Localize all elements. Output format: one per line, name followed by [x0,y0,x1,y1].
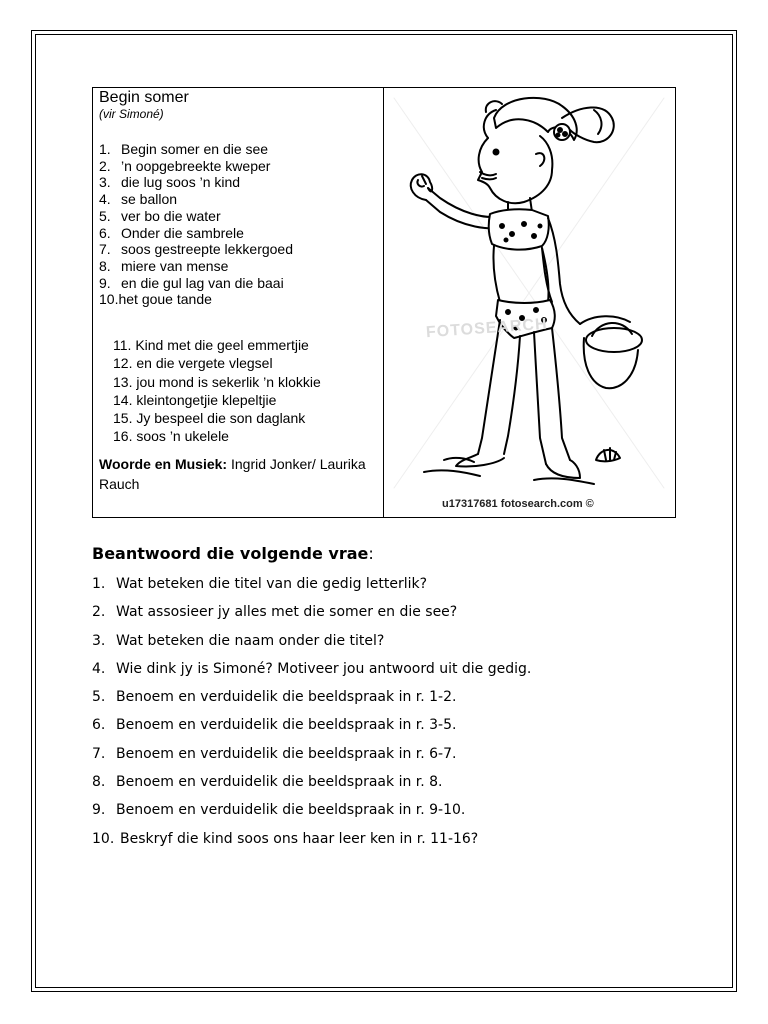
poem-line [99,191,293,208]
poem-line-number: 10. [99,291,119,308]
image-caption: u17317681 fotosearch.com © [442,498,594,510]
poem-line: 16. soos ’n ukelele [113,428,229,445]
question-number: 4. [92,660,106,677]
question-item [92,716,531,744]
question-item [92,632,531,660]
poem-line: 11. Kind met die geel emmertjie [113,337,309,353]
question-text: Benoem en verduidelik die beeldspraak in r. 9-10. [116,802,466,819]
question-item [92,773,531,801]
image-watermark: FOTOSEARCH [425,315,549,342]
question-text: Benoem en verduidelik die beeldspraak in r. 1-2. [116,689,457,706]
poem-line [99,241,293,258]
question-number: 9. [92,802,106,819]
question-item [92,575,531,603]
question-number: 8. [92,774,106,791]
poem-line-text: Onder die sambrele [121,224,244,241]
poem-line [99,275,293,292]
poem-line-number: 1. [99,141,111,157]
poem-line-text: soos gestreepte lekkergoed [121,241,293,258]
question-text: Wat beteken die titel van die gedig letterlik? [116,576,428,592]
question-number: 5. [92,689,106,706]
poem-line-text: het goue tande [118,291,212,308]
poem-line: 12. en die vergete vlegsel [113,355,273,372]
poem-line: 13. jou mond is sekerlik ’n klokkie [113,373,321,390]
poem-line-text: se ballon [121,191,178,208]
poem-line-text: Begin somer en die see [121,141,269,157]
poem-line-number: 5. [99,207,111,224]
question-item [92,801,531,829]
question-number: 1. [92,576,106,592]
questions-heading [92,544,374,563]
poem-line [99,141,293,158]
poem-credits [99,454,369,494]
girl-with-bucket-illustration [384,88,675,517]
poem-table [92,87,676,518]
question-text: Wie dink jy is Simoné? Motiveer jou antwoord uit die gedig. [116,660,532,677]
poem-line-number: 6. [99,224,111,241]
credits-value: Ingrid Jonker/ Laurika Rauch [99,456,366,492]
question-text: Benoem en verduidelik die beeldspraak in r. 3-5. [116,717,457,734]
questions-heading-text: Beantwoord die volgende vrae [92,544,369,563]
question-text: Wat assosieer jy alles met die somer en die see? [116,604,458,621]
poem-lines-part1 [99,141,293,308]
poem-line-number: 2. [99,157,111,174]
question-text: Wat beteken die naam onder die titel? [116,632,385,649]
poem-cell [93,88,384,517]
questions-heading-colon: : [368,544,374,563]
poem-line-number: 9. [99,274,111,291]
question-item [92,745,531,773]
credits-label: Woorde en Musiek: [99,456,228,472]
question-text: Benoem en verduidelik die beeldspraak in r. 6-7. [116,745,457,762]
question-number: 10. [92,830,115,847]
poem-line: 14. kleintongetjie klepeltjie [113,391,277,408]
question-number: 2. [92,604,106,621]
question-text: Beskryf die kind soos ons haar leer ken in r. 11-16? [120,830,479,847]
illustration-cell [384,88,675,517]
poem-dedication: (vir Simoné) [99,107,164,121]
poem-line [99,158,293,175]
poem-line [99,258,293,275]
poem-line-number: 4. [99,191,111,208]
poem-line-text: ver bo die water [121,207,221,224]
poem-line [99,225,293,242]
question-number: 3. [92,632,106,649]
poem-line-number: 3. [99,174,111,191]
poem-line-number: 7. [99,241,111,258]
poem-line [99,174,293,191]
poem-line-text: die lug soos ’n kind [121,174,241,191]
poem-line-text: en die gul lag van die baai [121,274,284,291]
poem-lines-part2 [113,336,321,446]
question-item [92,830,531,858]
poem-line-text: ’n oopgebreekte kweper [121,157,271,174]
question-item [92,688,531,716]
poem-line-number: 8. [99,257,111,274]
poem-line [99,291,293,308]
question-text: Benoem en verduidelik die beeldspraak in r. 8. [116,774,443,791]
question-item [92,603,531,631]
question-item [92,660,531,688]
poem-line: 15. Jy bespeel die son daglank [113,410,306,427]
poem-line-text: miere van mense [121,257,229,274]
question-number: 6. [92,717,106,734]
question-number: 7. [92,745,106,762]
poem-title: Begin somer [99,89,189,106]
poem-line [99,208,293,225]
question-list [92,575,531,858]
